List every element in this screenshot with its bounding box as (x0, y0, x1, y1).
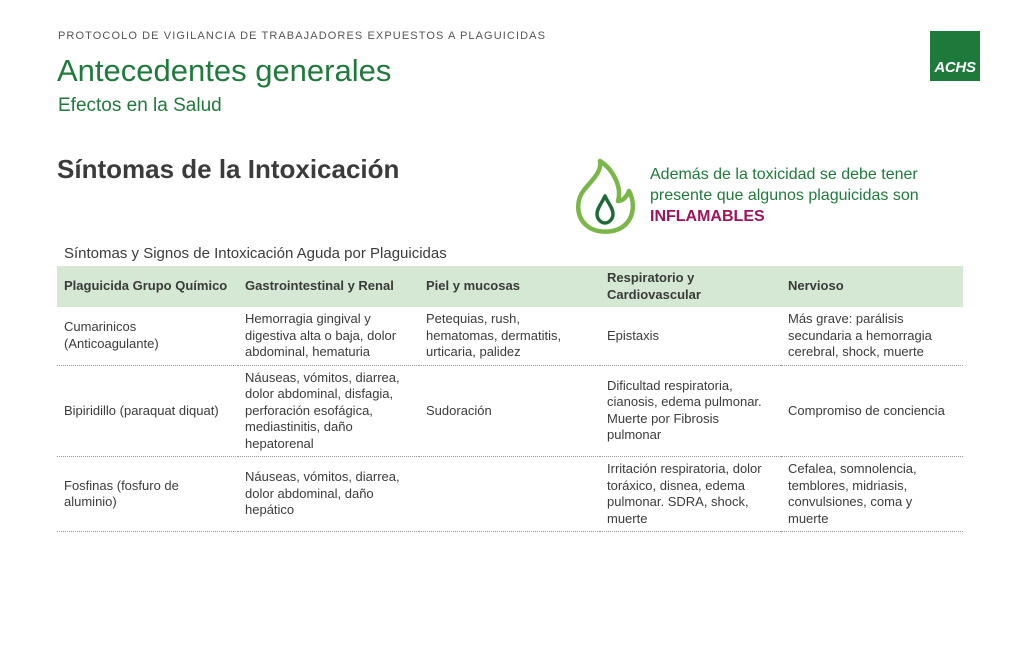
header-cell: Gastrointestinal y Renal (238, 266, 419, 307)
table-row (57, 457, 963, 532)
table-cell: Sudoración (419, 365, 600, 457)
table-cell: Compromiso de conciencia (781, 365, 963, 457)
table-cell: Epistaxis (600, 307, 781, 365)
table-cell: Bipiridillo (paraquat diquat) (57, 365, 238, 457)
table-cell: Náuseas, vómitos, diarrea, dolor abdominal, daño hepático (238, 457, 419, 532)
header-cell: Respiratorio y Cardiovascular (600, 266, 781, 307)
header-cell: Nervioso (781, 266, 963, 307)
note-text: Además de la toxicidad se debe tener presente que algunos plaguicidas son (650, 166, 919, 204)
table-cell: Cefalea, somnolencia, temblores, midriasis, convulsiones, coma y muerte (781, 457, 963, 532)
symptoms-table (57, 266, 963, 532)
flame-drop-icon (574, 158, 636, 234)
table-header-row (57, 266, 963, 307)
document-kicker: PROTOCOLO DE VIGILANCIA DE TRABAJADORES EXPUESTOS A PLAGUICIDAS (58, 30, 547, 42)
table-cell: Petequias, rush, hematomas, dermatitis, urticaria, palidez (419, 307, 600, 365)
table-row (57, 307, 963, 365)
table-cell: Náuseas, vómitos, diarrea, dolor abdominal, disfagia, perforación esofágica, mediastinitis, daño hepatorenal (238, 365, 419, 457)
table-caption: Síntomas y Signos de Intoxicación Aguda por Plaguicidas (64, 245, 447, 262)
table-cell: Irritación respiratoria, dolor toráxico, disnea, edema pulmonar. SDRA, shock, muerte (600, 457, 781, 532)
note-highlight: INFLAMABLES (650, 208, 765, 225)
table-cell: Fosfinas (fosfuro de aluminio) (57, 457, 238, 532)
header-cell: Piel y mucosas (419, 266, 600, 307)
page-title: Antecedentes generales (57, 53, 392, 88)
table-row (57, 365, 963, 457)
section-title: Síntomas de la Intoxicación (57, 154, 400, 184)
table-cell: Más grave: parálisis secundaria a hemorragia cerebral, shock, muerte (781, 307, 963, 365)
header-cell: Plaguicida Grupo Químico (57, 266, 238, 307)
table-cell: Dificultad respiratoria, cianosis, edema pulmonar. Muerte por Fibrosis pulmonar (600, 365, 781, 457)
logo-text: ACHS (934, 59, 976, 76)
inflammable-note (650, 164, 940, 227)
achs-logo (930, 31, 980, 81)
table-cell (419, 457, 600, 532)
table-cell: Cumarinicos (Anticoagulante) (57, 307, 238, 365)
table-cell: Hemorragia gingival y digestiva alta o baja, dolor abdominal, hematuria (238, 307, 419, 365)
page-subtitle: Efectos en la Salud (58, 95, 222, 116)
